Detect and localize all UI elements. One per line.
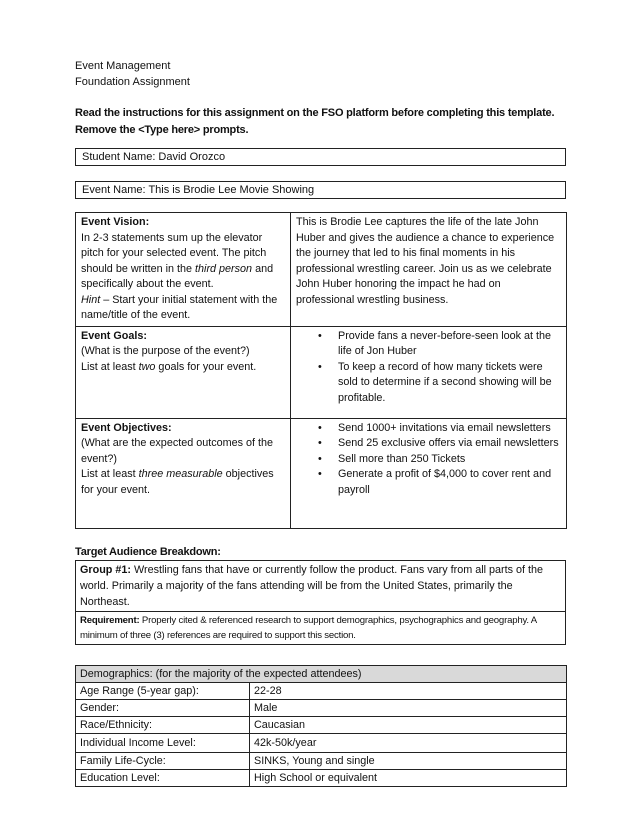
demographics-row [76, 752, 567, 769]
demographics-row [76, 769, 567, 786]
goals-desc2b: goals for your event. [155, 360, 257, 373]
group-label: Group #1: [80, 563, 131, 576]
demographic-value[interactable]: SINKS, Young and single [250, 752, 567, 769]
demographic-value[interactable]: Male [250, 699, 567, 716]
objective-item: • Sell more than 250 Tickets [338, 452, 561, 468]
objectives-list [296, 421, 561, 499]
requirement-label: Requirement: [80, 614, 140, 626]
demographics-table [75, 665, 567, 787]
requirement-row [76, 611, 566, 644]
vision-desc-italic: third person [195, 262, 253, 275]
demographic-label: Family Life-Cycle: [76, 752, 250, 769]
objective-item: • Send 25 exclusive offers via email newsletters [338, 436, 561, 452]
vision-desc-b: and specifically about the event. [81, 262, 274, 290]
objectives-answer-cell[interactable] [291, 418, 567, 528]
group-table [75, 560, 566, 645]
objectives-label: Event Objectives: [81, 421, 172, 434]
event-name-field[interactable]: Event Name: This is Brodie Lee Movie Showing [75, 181, 566, 199]
demographics-header: Demographics: (for the majority of the expected attendees) [76, 665, 567, 682]
vision-answer: This is Brodie Lee captures the life of the late John Huber and gives the audience a chance to experience the journey that led to his final moments in his professional wrestling career. Join us as we celebrate John Huber honoring the impact he had on professional wrestling business. [296, 216, 555, 306]
goals-label: Event Goals: [81, 329, 147, 342]
demographic-value[interactable]: 22-28 [250, 682, 567, 699]
demographic-value[interactable]: 42k-50k/year [250, 733, 567, 752]
requirement-cell [76, 611, 566, 644]
goal-item: • Provide fans a never-before-seen look at the life of Jon Huber [338, 329, 561, 360]
goals-answer-cell[interactable] [291, 326, 567, 418]
group-row [76, 560, 566, 611]
goals-desc1: (What is the purpose of the event?) [81, 345, 250, 357]
objectives-desc2b: objectives for your event. [81, 468, 274, 496]
demographic-label: Race/Ethnicity: [76, 716, 250, 733]
course-title: Event Management [75, 60, 171, 72]
objectives-prompt-cell [76, 418, 291, 528]
requirement-text: Properly cited & referenced research to support demographics, psychographics and geography. A minimum of three (3) references are required to support this section. [80, 614, 537, 641]
objective-item: • Generate a profit of $4,000 to cover rent and payroll [338, 467, 561, 498]
vision-answer-cell[interactable] [291, 213, 567, 327]
event-details-table [75, 212, 567, 529]
instructions-text: Read the instructions for this assignment on the FSO platform before completing this template. Remove the <Type here> prompts. [75, 107, 555, 136]
goal-item: • To keep a record of how many tickets were sold to determine if a second showing will be profitable. [338, 360, 561, 407]
vision-row [76, 213, 567, 327]
objectives-desc2-italic: three measurable [138, 468, 223, 480]
objectives-desc2a: List at least [81, 468, 139, 480]
demographic-label: Age Range (5-year gap): [76, 682, 250, 699]
demographic-label: Education Level: [76, 769, 250, 786]
demographics-header-row [76, 665, 567, 682]
vision-hint-text: – Start your initial statement with the name/title of the event. [81, 293, 278, 321]
group-text: Wrestling fans that have or currently follow the product. Fans vary from all parts of the world. Primarily a majority of the fans attending will be from the United States, primarily the Northeast. [80, 563, 544, 608]
student-name-field[interactable]: Student Name: David Orozco [75, 148, 566, 166]
demographics-row [76, 716, 567, 733]
objectives-desc1: (What are the expected outcomes of the event?) [81, 437, 274, 465]
demographic-label: Individual Income Level: [76, 733, 250, 752]
demographics-row [76, 733, 567, 752]
assignment-title: Foundation Assignment [75, 76, 190, 88]
demographic-value[interactable]: Caucasian [250, 716, 567, 733]
vision-prompt-cell [76, 213, 291, 327]
goals-desc2-italic: two [138, 360, 156, 373]
goals-row [76, 326, 567, 418]
group-cell[interactable] [76, 560, 566, 611]
goals-desc2a: List at least [81, 360, 139, 373]
goals-list [296, 329, 561, 407]
vision-hint-label: Hint [81, 293, 101, 306]
demographic-label: Gender: [76, 699, 250, 716]
vision-label: Event Vision: [81, 216, 150, 228]
demographic-value[interactable]: High School or equivalent [250, 769, 567, 786]
goals-prompt-cell [76, 326, 291, 418]
objectives-row [76, 418, 567, 528]
objective-item: • Send 1000+ invitations via email newsletters [338, 421, 561, 437]
demographics-row [76, 699, 567, 716]
target-audience-title: Target Audience Breakdown: [75, 545, 221, 558]
vision-desc-a: In 2-3 statements sum up the elevator pitch for your selected event. The pitch should be written in the [81, 231, 267, 275]
document-page [75, 58, 566, 787]
demographics-row [76, 682, 567, 699]
